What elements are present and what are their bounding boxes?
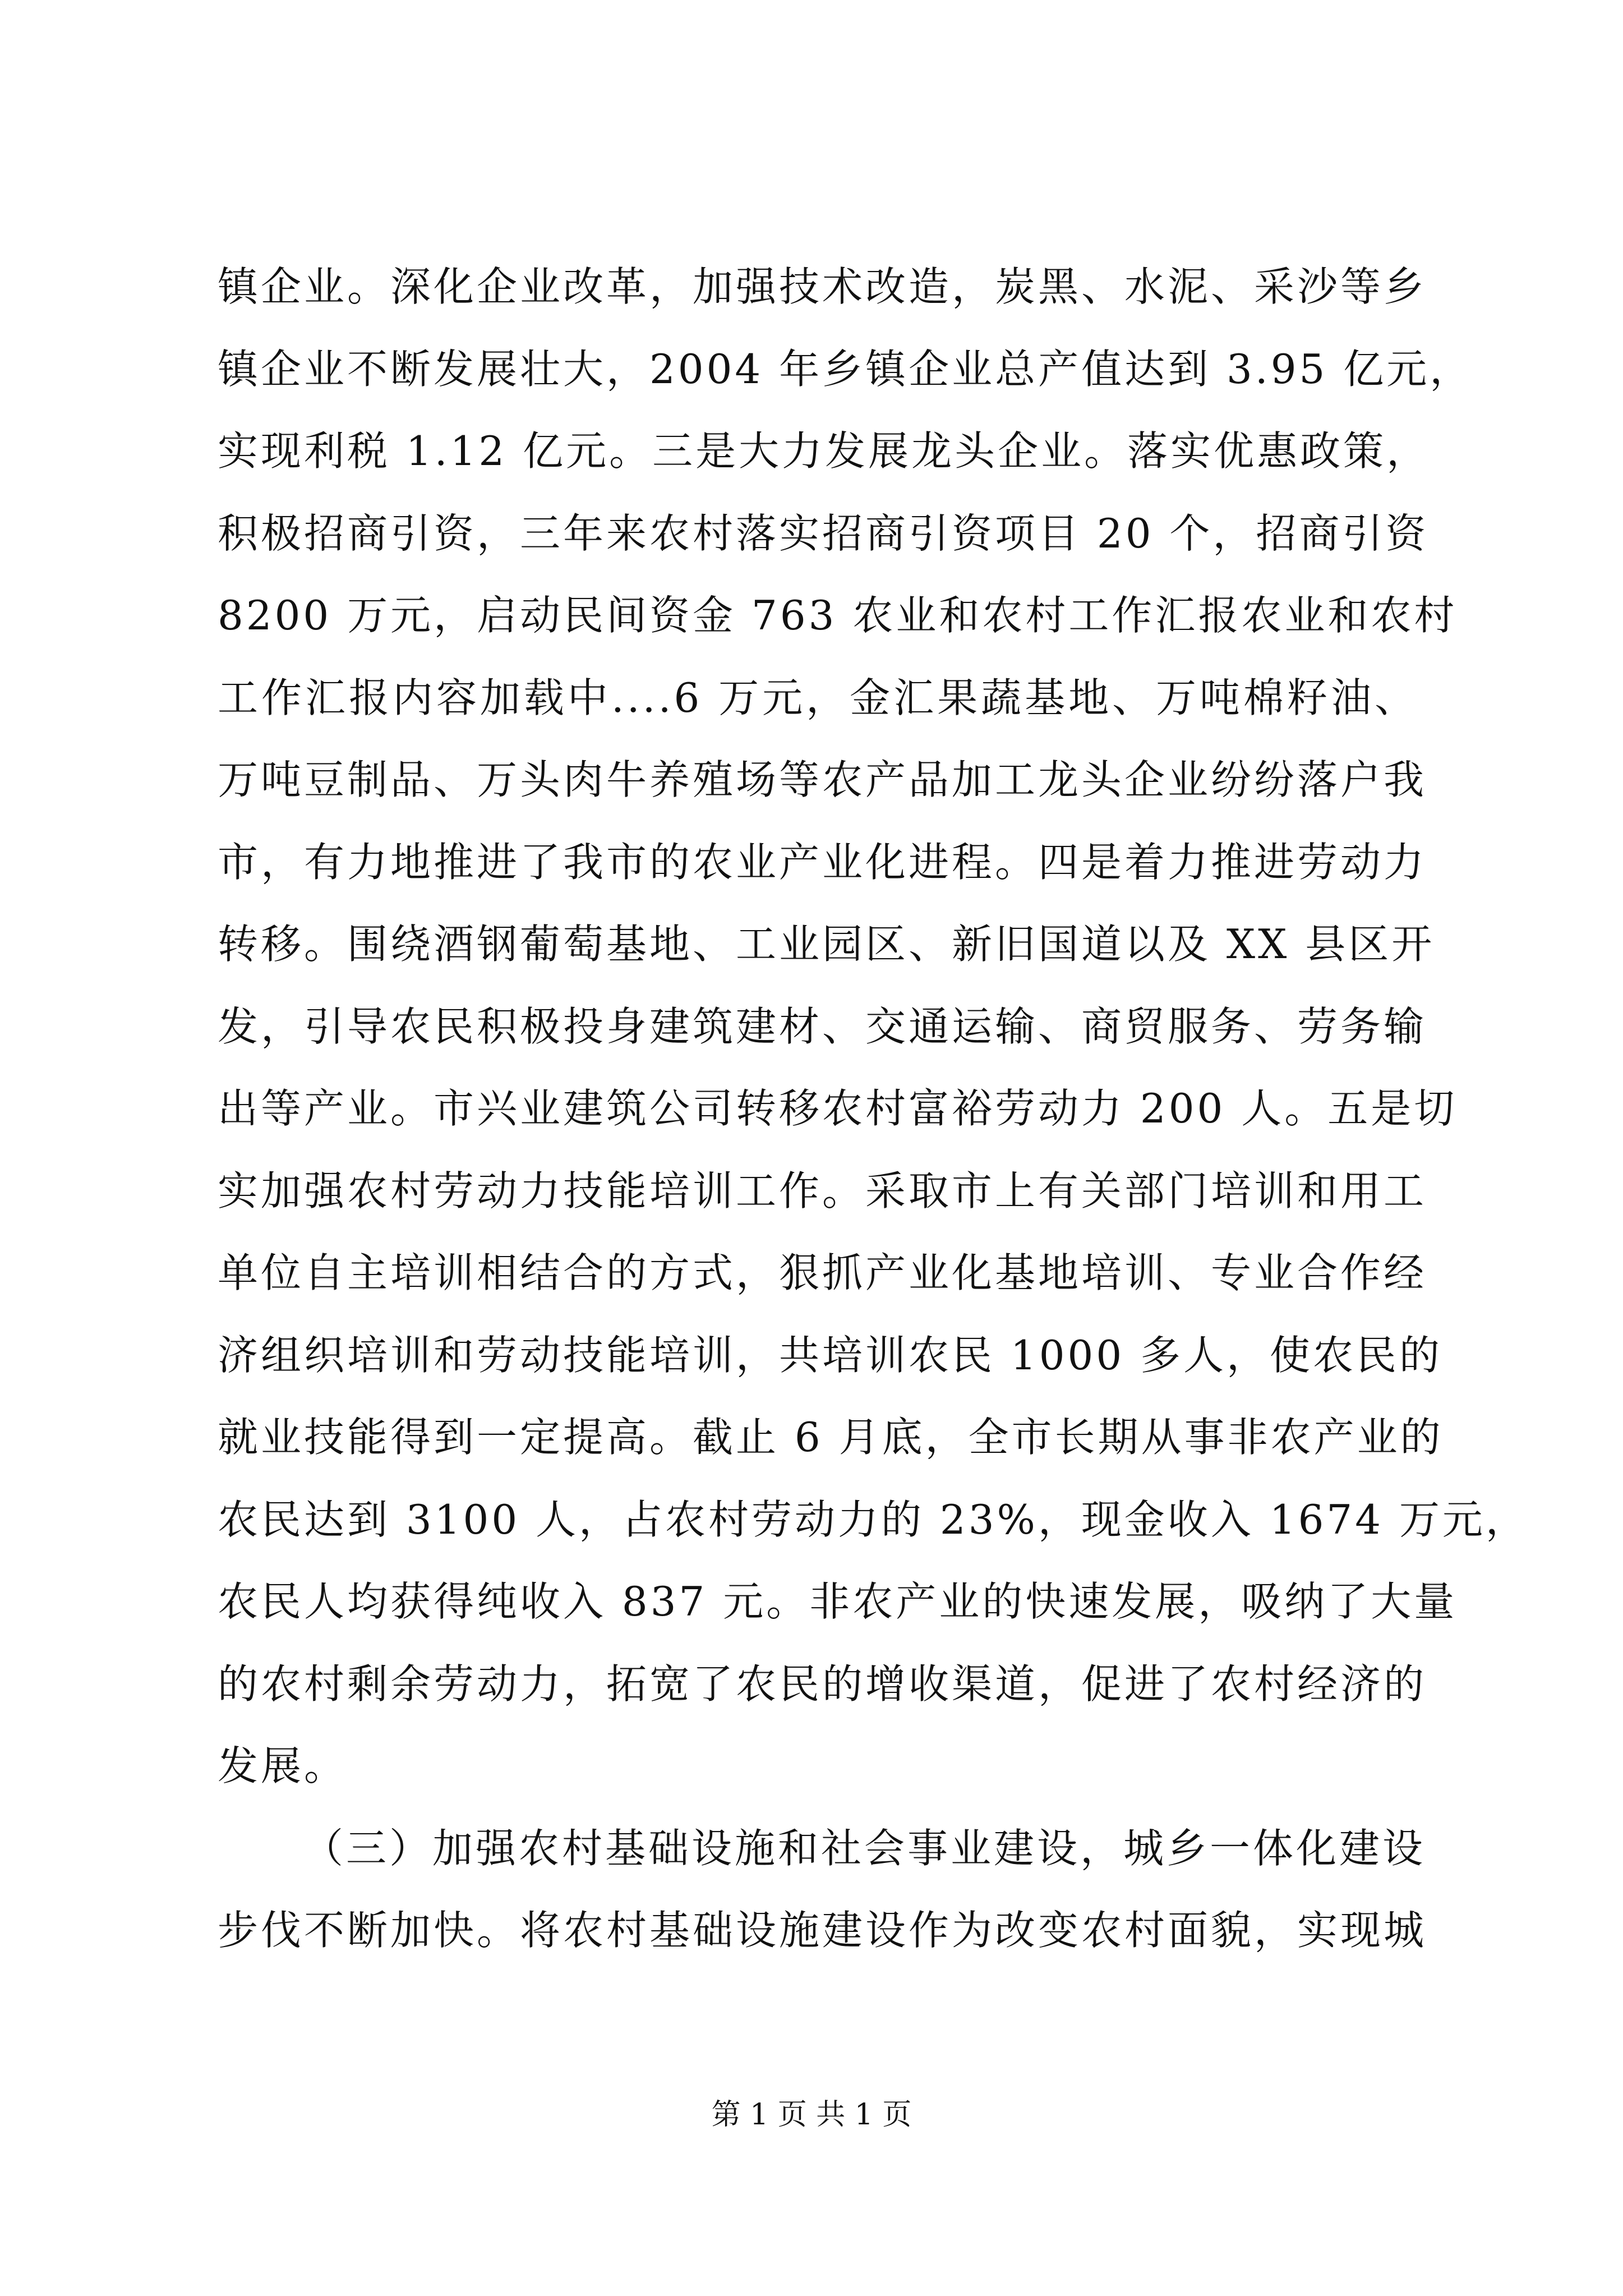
text-line: 工作汇报内容加载中....6 万元，金汇果蔬基地、万吨棉籽油、: [218, 674, 1418, 721]
text-line: 步伐不断加快。将农村基础设施建设作为改变农村面貌，实现城: [218, 1907, 1427, 1954]
text-line: 实加强农村劳动力技能培训工作。采取市上有关部门培训和用工: [218, 1167, 1427, 1214]
text-line: 镇企业不断发展壮大，2004 年乡镇企业总产值达到 3.95 亿元，: [218, 345, 1473, 393]
text-line: 单位自主培训相结合的方式，狠抓产业化基地培训、专业合作经: [218, 1249, 1427, 1296]
text-line: 发，引导农民积极投身建筑建材、交通运输、商贸服务、劳务输: [218, 1002, 1427, 1050]
text-line: 8200 万元，启动民间资金 763 农业和农村工作汇报农业和农村: [218, 592, 1458, 639]
body-text: [218, 246, 1529, 1972]
section-heading-line: （三）加强农村基础设施和社会事业建设，城乡一体化建设: [303, 1824, 1426, 1872]
text-line: 实现利税 1.12 亿元。三是大力发展龙头企业。落实优惠政策，: [218, 427, 1430, 475]
text-line: 积极招商引资，三年来农村落实招商引资项目 20 个，招商引资: [218, 509, 1429, 557]
text-line: 转移。围绕酒钢葡萄基地、工业园区、新旧国道以及 XX 县区开: [218, 921, 1435, 968]
text-line: 农民人均获得纯收入 837 元。非农产业的快速发展，吸纳了大量: [218, 1578, 1458, 1625]
text-line: 镇企业。深化企业改革，加强技术改造，炭黑、水泥、采沙等乡: [218, 263, 1427, 310]
text-line: 发展。: [218, 1742, 348, 1789]
page-footer: 第 1 页 共 1 页: [711, 2098, 912, 2132]
text-line: 济组织培训和劳动技能培训，共培训农民 1000 多人，使农民的: [218, 1331, 1443, 1379]
text-line: 农民达到 3100 人，占农村劳动力的 23%，现金收入 1674 万元，: [218, 1496, 1529, 1543]
text-line: 市，有力地推进了我市的农业产业化进程。四是着力推进劳动力: [218, 838, 1427, 886]
text-line: 就业技能得到一定提高。截止 6 月底，全市长期从事非农产业的: [218, 1414, 1444, 1461]
text-line: 出等产业。市兴业建筑公司转移农村富裕劳动力 200 人。五是切: [218, 1085, 1458, 1132]
paragraph-nonfarm-industry: [218, 246, 1529, 1807]
paragraph-section-three: [218, 1807, 1427, 1972]
text-line: 的农村剩余劳动力，拓宽了农民的增收渠道，促进了农村经济的: [218, 1660, 1427, 1708]
text-line: 万吨豆制品、万头肉牛养殖场等农产品加工龙头企业纷纷落户我: [218, 756, 1427, 803]
